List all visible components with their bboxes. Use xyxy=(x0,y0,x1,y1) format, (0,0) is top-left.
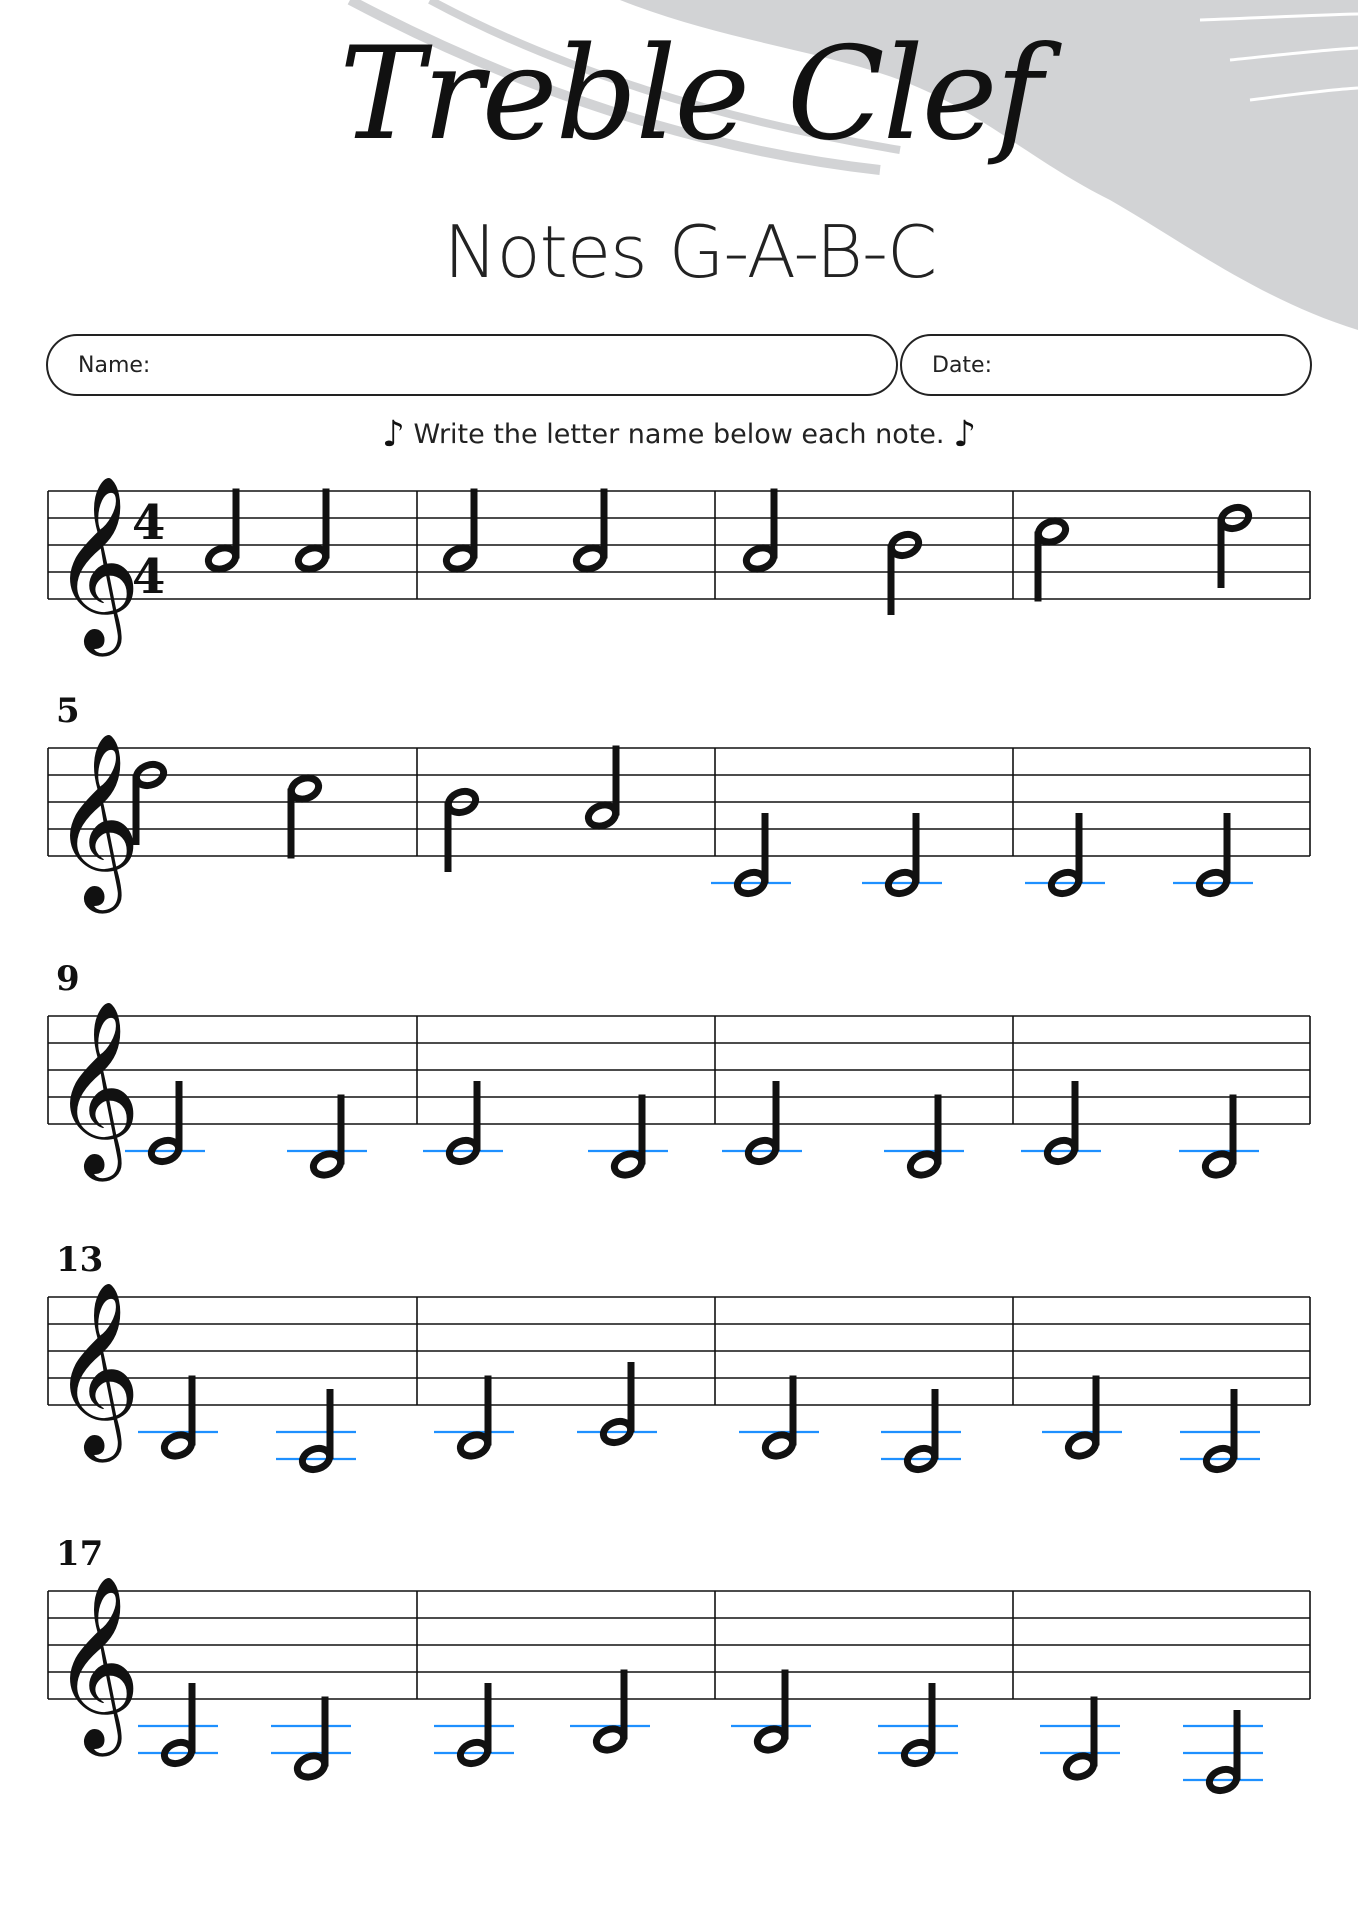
name-label: Name: xyxy=(78,353,151,378)
eighth-note-icon: ♪ xyxy=(381,414,405,455)
eighth-note-icon: ♪ xyxy=(953,414,977,455)
page-title: Treble Clef xyxy=(339,20,1041,169)
treble-clef-icon: 𝄞 xyxy=(52,475,141,649)
measure-number: 13 xyxy=(56,1240,104,1280)
time-signature-top: 4 xyxy=(132,495,166,551)
time-signature-bottom: 4 xyxy=(132,549,166,605)
treble-clef-icon: 𝄞 xyxy=(52,1000,141,1174)
treble-clef-icon: 𝄞 xyxy=(52,732,141,906)
treble-clef-icon: 𝄞 xyxy=(52,1575,141,1749)
instruction-text: Write the letter name below each note. xyxy=(413,419,945,450)
measure-number: 5 xyxy=(56,691,80,731)
page-subtitle: Notes G-A-B-C xyxy=(443,210,937,294)
treble-clef-icon: 𝄞 xyxy=(52,1281,141,1455)
date-label: Date: xyxy=(932,353,992,378)
measure-number: 9 xyxy=(56,959,80,999)
measure-number: 17 xyxy=(56,1534,104,1574)
